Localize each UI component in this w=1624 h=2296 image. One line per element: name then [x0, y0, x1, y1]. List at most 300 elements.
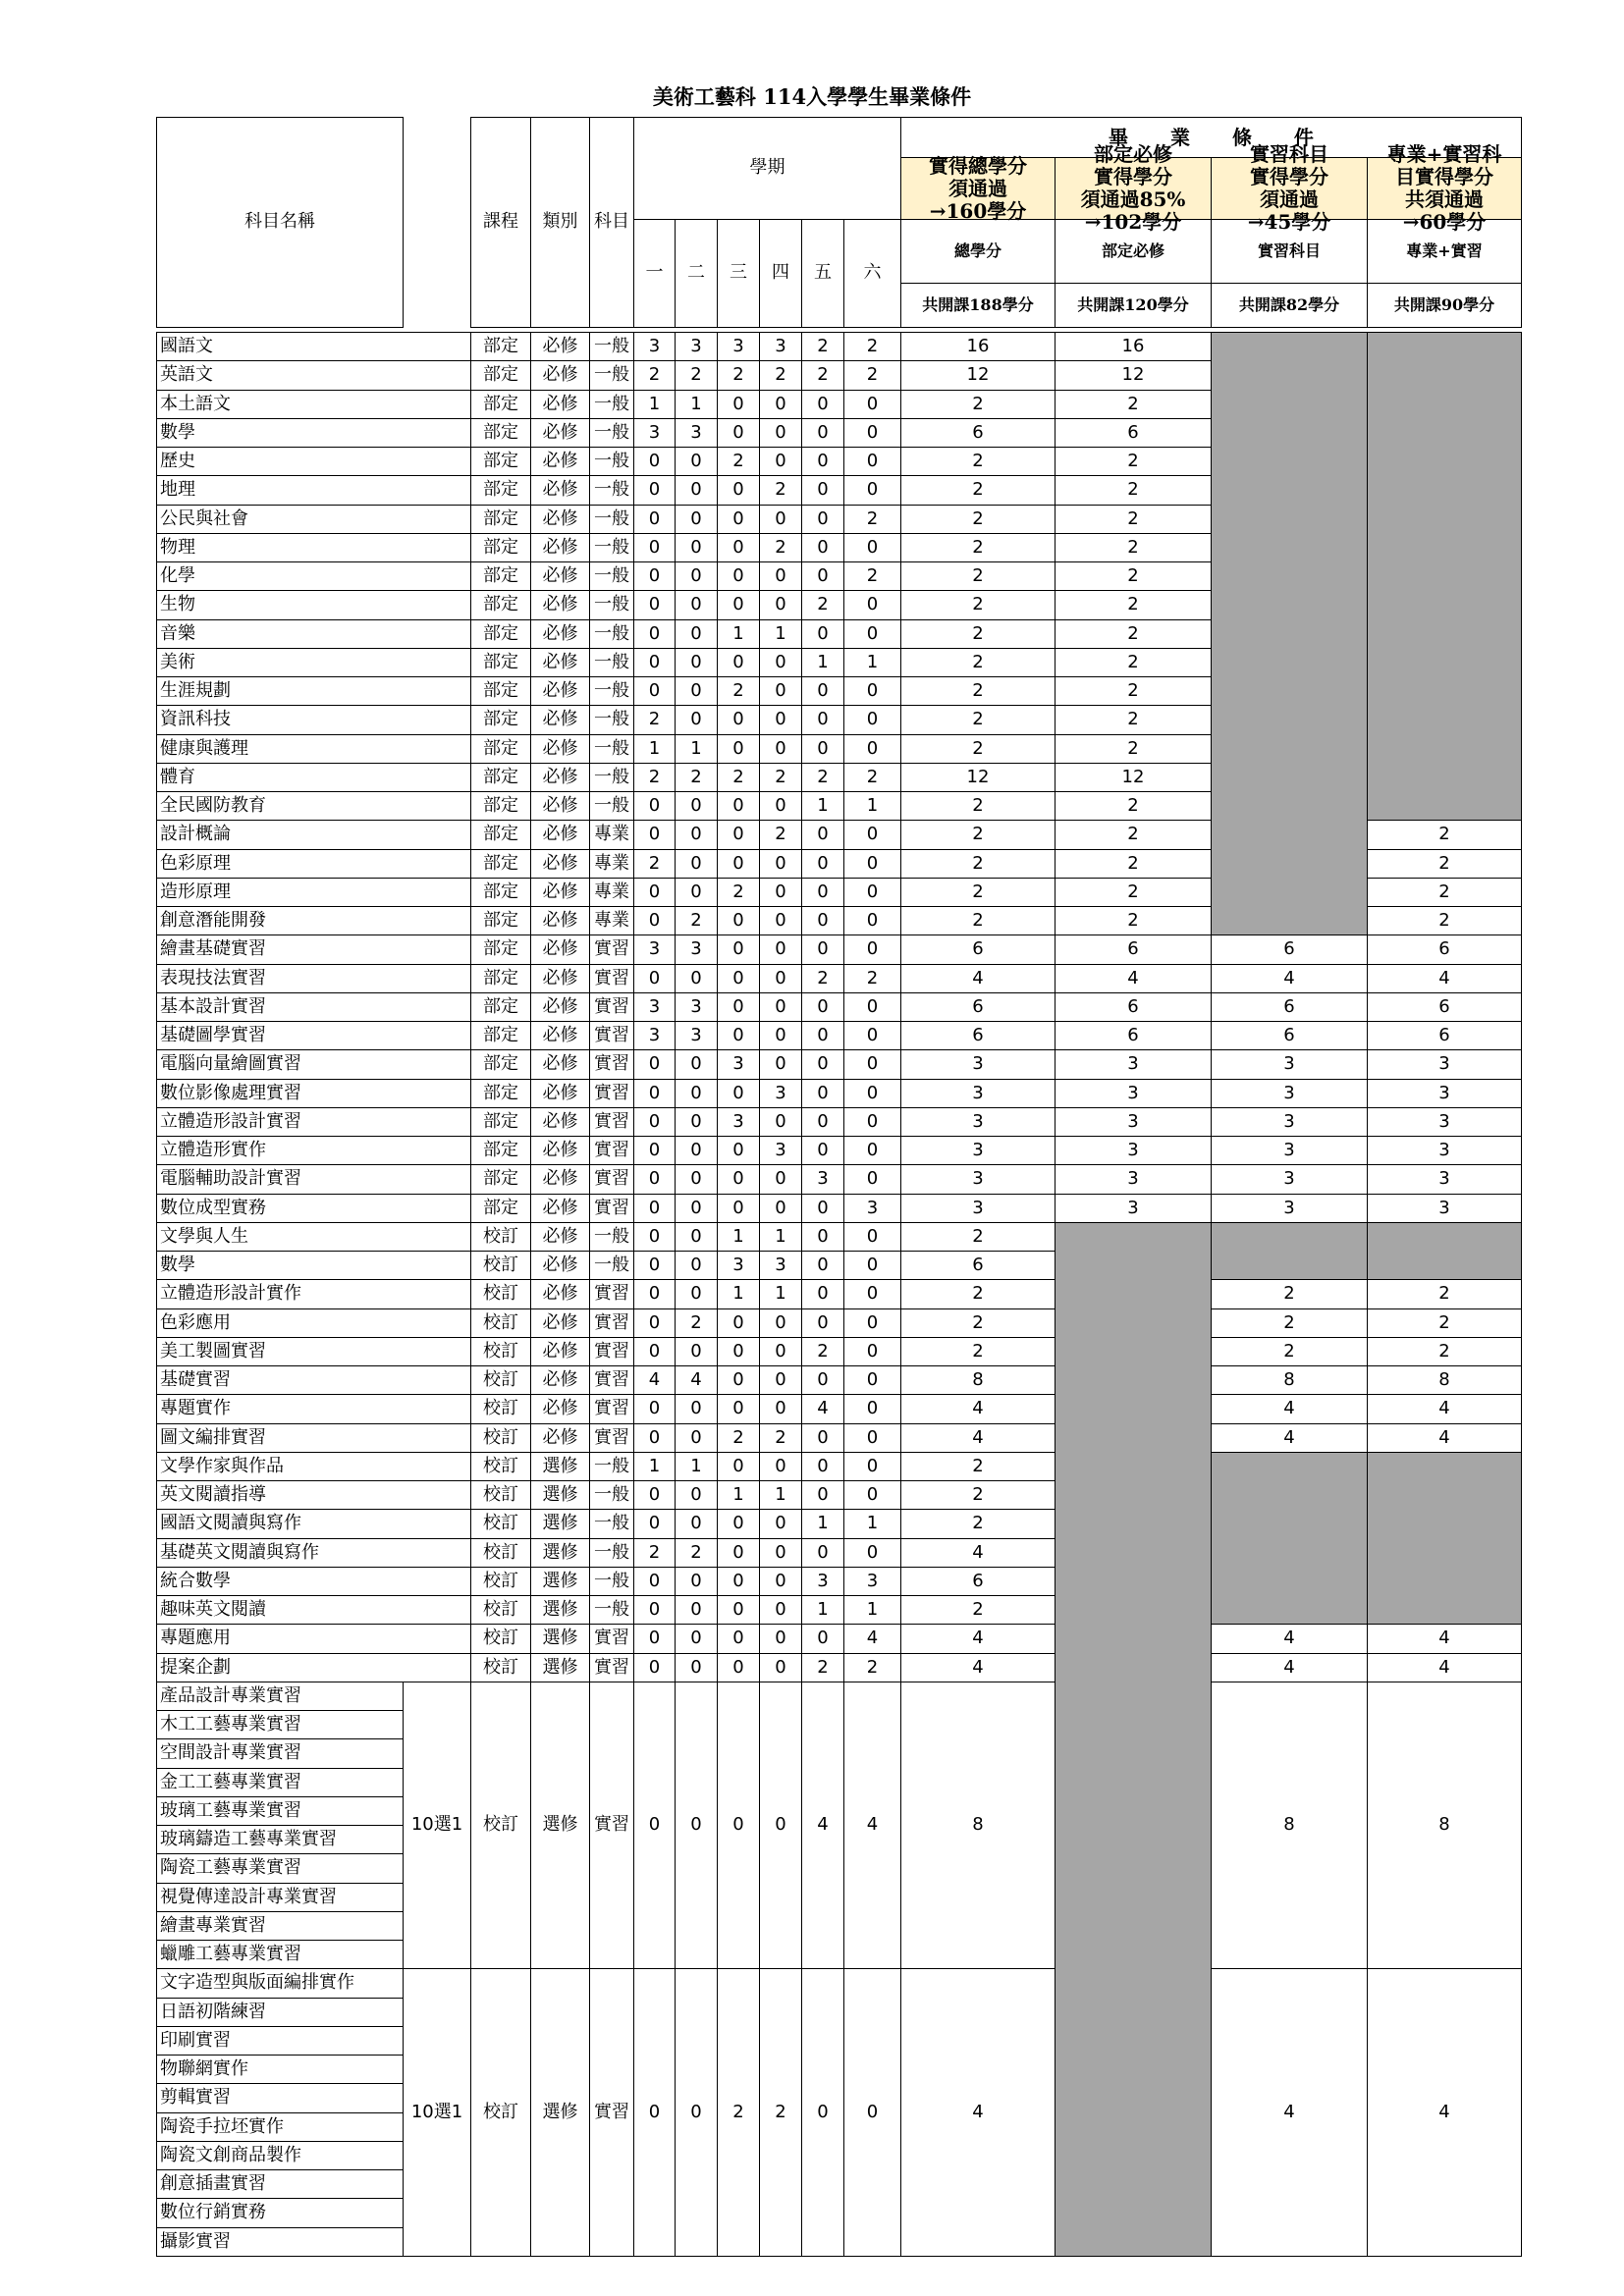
credit-cell: 0: [633, 1423, 676, 1453]
pro-cell: 4: [1367, 1653, 1522, 1682]
required-cell: 2: [1055, 906, 1212, 935]
total-cell: 2: [900, 1308, 1056, 1338]
credit-cell: 0: [759, 1624, 802, 1654]
course-cell: 部定: [470, 906, 531, 935]
header-condition-offered: 共開課120學分: [1055, 283, 1212, 328]
category-cell: 選修: [530, 1968, 590, 2257]
category-cell: 必修: [530, 447, 590, 476]
credit-cell: 0: [675, 1567, 718, 1596]
header-condition-offered: 共開課82學分: [1211, 283, 1368, 328]
credit-cell: 2: [843, 964, 901, 993]
course-cell: 部定: [470, 1079, 531, 1108]
course-cell: 部定: [470, 992, 531, 1022]
subject-name: 物理: [156, 533, 471, 562]
credit-cell: 2: [633, 849, 676, 879]
credit-cell: 0: [675, 1136, 718, 1165]
credit-cell: 0: [717, 1394, 760, 1424]
course-cell: 部定: [470, 561, 531, 591]
credit-cell: 0: [675, 1164, 718, 1195]
total-cell: 2: [900, 1595, 1056, 1625]
credit-cell: 0: [759, 1452, 802, 1481]
credit-cell: 0: [675, 878, 718, 907]
credit-cell: 0: [843, 1337, 901, 1366]
header-semester-3: 三: [717, 219, 760, 328]
credit-cell: 0: [759, 1595, 802, 1625]
category-cell: 必修: [530, 820, 590, 850]
credit-cell: 0: [843, 1251, 901, 1280]
type-cell: 一般: [589, 1509, 634, 1539]
required-cell: 2: [1055, 878, 1212, 907]
type-cell: 一般: [589, 619, 634, 649]
subject-name: 色彩原理: [156, 849, 471, 879]
practice-cell: 4: [1211, 1394, 1368, 1424]
condition-line: 實得學分: [1094, 165, 1172, 188]
required-cell: 2: [1055, 676, 1212, 706]
credit-cell: 0: [843, 590, 901, 620]
credit-cell: 0: [801, 906, 844, 935]
credit-cell: 0: [633, 878, 676, 907]
type-cell: 實習: [589, 1365, 634, 1395]
subject-name: 美工製圖實習: [156, 1337, 471, 1366]
total-cell: 2: [900, 1337, 1056, 1366]
pro-cell: 6: [1367, 1021, 1522, 1050]
subject-name: 文學與人生: [156, 1222, 471, 1252]
credit-cell: 0: [675, 1682, 718, 1969]
type-cell: 專業: [589, 878, 634, 907]
practice-cell: 2: [1211, 1279, 1368, 1309]
credit-cell: 3: [675, 934, 718, 965]
required-cell: 2: [1055, 791, 1212, 821]
credit-cell: 0: [843, 1538, 901, 1568]
group-option: 玻璃鑄造工藝專業實習: [156, 1825, 404, 1854]
total-cell: 3: [900, 1079, 1056, 1108]
credit-cell: 1: [843, 648, 901, 677]
total-cell: 2: [900, 447, 1056, 476]
pro-cell: 3: [1367, 1079, 1522, 1108]
pro-cell: 4: [1367, 1394, 1522, 1424]
subject-name: 化學: [156, 561, 471, 591]
credit-cell: 3: [759, 1079, 802, 1108]
credit-cell: 0: [717, 533, 760, 562]
credit-cell: 0: [633, 1682, 676, 1969]
credit-cell: 0: [843, 1049, 901, 1080]
credit-cell: 3: [843, 1194, 901, 1223]
credit-cell: 0: [759, 447, 802, 476]
credit-cell: 0: [843, 1136, 901, 1165]
credit-cell: 0: [633, 1308, 676, 1338]
credit-cell: 0: [633, 964, 676, 993]
total-cell: 4: [900, 1624, 1056, 1654]
practice-cell: 4: [1211, 1423, 1368, 1453]
course-cell: 校訂: [470, 1624, 531, 1654]
credit-cell: 0: [633, 1337, 676, 1366]
course-cell: 部定: [470, 1164, 531, 1195]
credit-cell: 0: [759, 705, 802, 735]
credit-cell: 0: [801, 418, 844, 448]
credit-cell: 0: [675, 1394, 718, 1424]
credit-cell: 2: [717, 878, 760, 907]
category-cell: 必修: [530, 590, 590, 620]
grey-block: [1211, 332, 1368, 935]
type-cell: 實習: [589, 1049, 634, 1080]
credit-cell: 0: [633, 1251, 676, 1280]
credit-cell: 0: [717, 590, 760, 620]
credit-cell: 0: [759, 1538, 802, 1568]
credit-cell: 1: [675, 1452, 718, 1481]
required-cell: 3: [1055, 1079, 1212, 1108]
subject-name: 創意潛能開發: [156, 906, 471, 935]
total-cell: 16: [900, 332, 1056, 361]
type-cell: 實習: [589, 1653, 634, 1682]
credit-cell: 0: [801, 934, 844, 965]
type-cell: 一般: [589, 390, 634, 419]
total-cell: 4: [900, 1394, 1056, 1424]
total-cell: 2: [900, 849, 1056, 879]
credit-cell: 0: [759, 1653, 802, 1682]
credit-cell: 3: [675, 1021, 718, 1050]
course-cell: 校訂: [470, 1308, 531, 1338]
credit-cell: 0: [843, 390, 901, 419]
pro-cell: 3: [1367, 1049, 1522, 1080]
header-condition-label: 總學分: [900, 219, 1056, 284]
pro-cell: 3: [1367, 1194, 1522, 1223]
credit-cell: 0: [675, 1079, 718, 1108]
header-semester-4: 四: [759, 219, 802, 328]
type-cell: 實習: [589, 1423, 634, 1453]
credit-cell: 0: [675, 475, 718, 506]
category-cell: 選修: [530, 1595, 590, 1625]
course-cell: 部定: [470, 447, 531, 476]
credit-cell: 2: [801, 590, 844, 620]
header-course: 課程: [470, 117, 531, 328]
course-cell: 校訂: [470, 1682, 531, 1969]
practice-cell: 3: [1211, 1049, 1368, 1080]
credit-cell: 0: [759, 849, 802, 879]
credit-cell: 0: [675, 791, 718, 821]
total-cell: 8: [900, 1682, 1056, 1969]
credit-cell: 0: [759, 878, 802, 907]
grey-block: [1211, 1222, 1368, 1280]
credit-cell: 2: [801, 360, 844, 391]
credit-cell: 0: [843, 1079, 901, 1108]
course-cell: 部定: [470, 590, 531, 620]
subject-name: 電腦向量繪圖實習: [156, 1049, 471, 1080]
header-semester-6: 六: [843, 219, 901, 328]
group-option: 金工工藝專業實習: [156, 1768, 404, 1797]
total-cell: 2: [900, 533, 1056, 562]
type-cell: 一般: [589, 447, 634, 476]
practice-cell: 6: [1211, 992, 1368, 1022]
subject-name: 健康與護理: [156, 734, 471, 764]
credit-cell: 0: [801, 820, 844, 850]
group-option: 創意插畫實習: [156, 2169, 404, 2199]
credit-cell: 3: [801, 1567, 844, 1596]
required-cell: 2: [1055, 619, 1212, 649]
credit-cell: 0: [717, 791, 760, 821]
practice-cell: 3: [1211, 1194, 1368, 1223]
credit-cell: 0: [843, 1968, 901, 2257]
credit-cell: 0: [633, 1164, 676, 1195]
category-cell: 必修: [530, 1194, 590, 1223]
total-cell: 2: [900, 590, 1056, 620]
credit-cell: 0: [801, 992, 844, 1022]
total-cell: 2: [900, 906, 1056, 935]
subject-name: 體育: [156, 763, 471, 792]
type-cell: 實習: [589, 1308, 634, 1338]
credit-cell: 0: [633, 533, 676, 562]
required-cell: 2: [1055, 505, 1212, 534]
category-cell: 必修: [530, 763, 590, 792]
type-cell: 專業: [589, 849, 634, 879]
credit-cell: 0: [675, 1509, 718, 1539]
credit-cell: 0: [843, 734, 901, 764]
type-cell: 一般: [589, 590, 634, 620]
credit-cell: 3: [759, 1136, 802, 1165]
type-cell: 實習: [589, 1624, 634, 1654]
credit-cell: 0: [675, 705, 718, 735]
credit-cell: 0: [717, 1509, 760, 1539]
credit-cell: 0: [675, 619, 718, 649]
subject-name: 繪畫基礎實習: [156, 934, 471, 965]
group-option: 陶瓷工藝專業實習: [156, 1853, 404, 1884]
category-cell: 選修: [530, 1567, 590, 1596]
total-cell: 2: [900, 791, 1056, 821]
subject-name: 立體造形設計實作: [156, 1279, 471, 1309]
course-cell: 校訂: [470, 1423, 531, 1453]
credit-cell: 2: [759, 475, 802, 506]
credit-cell: 0: [801, 1624, 844, 1654]
required-cell: 2: [1055, 390, 1212, 419]
header-condition-offered: 共開課90學分: [1367, 283, 1522, 328]
credit-cell: 2: [759, 360, 802, 391]
category-cell: 必修: [530, 505, 590, 534]
group-option: 攝影實習: [156, 2227, 404, 2257]
credit-cell: 2: [675, 1538, 718, 1568]
credit-cell: 2: [843, 332, 901, 361]
credit-cell: 0: [801, 878, 844, 907]
category-cell: 選修: [530, 1480, 590, 1510]
credit-cell: 0: [633, 561, 676, 591]
subject-name: 美術: [156, 648, 471, 677]
category-cell: 必修: [530, 1049, 590, 1080]
subject-name: 基礎英文閱讀與寫作: [156, 1538, 471, 1568]
credit-cell: 0: [801, 619, 844, 649]
total-cell: 12: [900, 763, 1056, 792]
credit-cell: 0: [801, 1968, 844, 2257]
type-cell: 一般: [589, 360, 634, 391]
practice-cell: 4: [1211, 1624, 1368, 1654]
header-condition-label: 部定必修: [1055, 219, 1212, 284]
credit-cell: 0: [717, 1365, 760, 1395]
total-cell: 3: [900, 1194, 1056, 1223]
credit-cell: 0: [759, 1682, 802, 1969]
required-cell: 2: [1055, 648, 1212, 677]
credit-cell: 0: [633, 1279, 676, 1309]
course-cell: 校訂: [470, 1653, 531, 1682]
credit-cell: 0: [675, 1595, 718, 1625]
subject-name: 文學作家與作品: [156, 1452, 471, 1481]
credit-cell: 0: [675, 676, 718, 706]
course-cell: 部定: [470, 676, 531, 706]
subject-name: 專題實作: [156, 1394, 471, 1424]
group-option: 空間設計專業實習: [156, 1738, 404, 1769]
subject-name: 全民國防教育: [156, 791, 471, 821]
subject-name: 基礎圖學實習: [156, 1021, 471, 1050]
type-cell: 一般: [589, 791, 634, 821]
credit-cell: 0: [633, 1624, 676, 1654]
course-cell: 部定: [470, 734, 531, 764]
credit-cell: 0: [801, 1194, 844, 1223]
type-cell: 一般: [589, 1567, 634, 1596]
header-subject: 科目名稱: [156, 117, 404, 328]
total-cell: 2: [900, 475, 1056, 506]
subject-name: 提案企劃: [156, 1653, 471, 1682]
credit-cell: 0: [717, 418, 760, 448]
header-condition-1: [900, 153, 1056, 223]
credit-cell: 1: [759, 1222, 802, 1252]
category-cell: 必修: [530, 332, 590, 361]
credit-cell: 0: [633, 590, 676, 620]
pro-cell: 8: [1367, 1365, 1522, 1395]
credit-cell: 0: [759, 676, 802, 706]
required-cell: 6: [1055, 418, 1212, 448]
total-cell: 2: [900, 390, 1056, 419]
credit-cell: 0: [759, 390, 802, 419]
total-cell: 4: [900, 1423, 1056, 1453]
type-cell: 實習: [589, 992, 634, 1022]
credit-cell: 0: [801, 533, 844, 562]
credit-cell: 0: [717, 561, 760, 591]
credit-cell: 0: [759, 505, 802, 534]
page-title: 美術工藝科 114入學學生畢業條件: [652, 84, 972, 109]
credit-cell: 0: [675, 1653, 718, 1682]
type-cell: 一般: [589, 705, 634, 735]
category-cell: 必修: [530, 1021, 590, 1050]
course-cell: 校訂: [470, 1480, 531, 1510]
credit-cell: 0: [675, 1423, 718, 1453]
required-cell: 16: [1055, 332, 1212, 361]
category-cell: 必修: [530, 1136, 590, 1165]
type-cell: 實習: [589, 1079, 634, 1108]
condition-line: →45學分: [1247, 210, 1331, 234]
group-option: 視覺傳達設計專業實習: [156, 1883, 404, 1912]
credit-cell: 0: [801, 1107, 844, 1137]
credit-cell: 0: [843, 1480, 901, 1510]
required-cell: 3: [1055, 1194, 1212, 1223]
type-cell: 實習: [589, 1164, 634, 1195]
category-cell: 必修: [530, 992, 590, 1022]
category-cell: 必修: [530, 1279, 590, 1309]
credit-cell: 0: [717, 1682, 760, 1969]
required-cell: 6: [1055, 1021, 1212, 1050]
total-cell: 4: [900, 1968, 1056, 2257]
credit-cell: 0: [759, 1394, 802, 1424]
subject-name: 歷史: [156, 447, 471, 476]
header-condition-label: 專業+實習: [1367, 219, 1522, 284]
course-cell: 校訂: [470, 1394, 531, 1424]
credit-cell: 0: [843, 418, 901, 448]
header-semester-2: 二: [675, 219, 718, 328]
header-condition-2: [1055, 142, 1212, 234]
credit-cell: 0: [633, 1079, 676, 1108]
credit-cell: 0: [801, 676, 844, 706]
total-cell: 6: [900, 934, 1056, 965]
course-cell: 部定: [470, 332, 531, 361]
course-cell: 部定: [470, 418, 531, 448]
credit-cell: 0: [633, 1107, 676, 1137]
credit-cell: 1: [759, 1480, 802, 1510]
credit-cell: 1: [801, 648, 844, 677]
credit-cell: 0: [675, 505, 718, 534]
required-cell: 2: [1055, 849, 1212, 879]
credit-cell: 3: [633, 418, 676, 448]
credit-cell: 0: [801, 1538, 844, 1568]
group-option: 印刷實習: [156, 2026, 404, 2056]
category-cell: 必修: [530, 1394, 590, 1424]
subject-name: 生涯規劃: [156, 676, 471, 706]
credit-cell: 0: [801, 1480, 844, 1510]
course-cell: 部定: [470, 360, 531, 391]
required-cell: 2: [1055, 561, 1212, 591]
subject-name: 表現技法實習: [156, 964, 471, 993]
credit-cell: 3: [633, 934, 676, 965]
course-cell: 部定: [470, 1194, 531, 1223]
type-cell: 一般: [589, 1595, 634, 1625]
subject-name: 音樂: [156, 619, 471, 649]
credit-cell: 0: [801, 1251, 844, 1280]
subject-name: 生物: [156, 590, 471, 620]
credit-cell: 0: [717, 1136, 760, 1165]
credit-cell: 3: [717, 1251, 760, 1280]
required-cell: 2: [1055, 734, 1212, 764]
credit-cell: 1: [717, 1279, 760, 1309]
course-cell: 部定: [470, 390, 531, 419]
course-cell: 校訂: [470, 1595, 531, 1625]
credit-cell: 0: [633, 1595, 676, 1625]
credit-cell: 0: [717, 849, 760, 879]
type-cell: 實習: [589, 934, 634, 965]
category-cell: 必修: [530, 1079, 590, 1108]
subject-name: 立體造形實作: [156, 1136, 471, 1165]
credit-cell: 1: [717, 1480, 760, 1510]
credit-cell: 0: [717, 1194, 760, 1223]
type-cell: 一般: [589, 734, 634, 764]
credit-cell: 0: [843, 878, 901, 907]
credit-cell: 0: [759, 1164, 802, 1195]
total-cell: 2: [900, 1222, 1056, 1252]
required-cell: 2: [1055, 820, 1212, 850]
condition-line: 須通過85%: [1080, 187, 1186, 211]
credit-cell: 0: [717, 734, 760, 764]
credit-cell: 0: [675, 820, 718, 850]
pro-cell: 4: [1367, 1624, 1522, 1654]
credit-cell: 0: [675, 1624, 718, 1654]
credit-cell: 0: [843, 1164, 901, 1195]
credit-cell: 2: [633, 705, 676, 735]
credit-cell: 3: [717, 1049, 760, 1080]
total-cell: 2: [900, 1509, 1056, 1539]
group-option: 數位行銷實務: [156, 2198, 404, 2228]
credit-cell: 0: [633, 1222, 676, 1252]
credit-cell: 0: [633, 648, 676, 677]
credit-cell: 2: [717, 360, 760, 391]
total-cell: 2: [900, 1279, 1056, 1309]
credit-cell: 2: [717, 676, 760, 706]
category-cell: 選修: [530, 1624, 590, 1654]
credit-cell: 0: [675, 1251, 718, 1280]
category-cell: 必修: [530, 475, 590, 506]
type-cell: 實習: [589, 1337, 634, 1366]
